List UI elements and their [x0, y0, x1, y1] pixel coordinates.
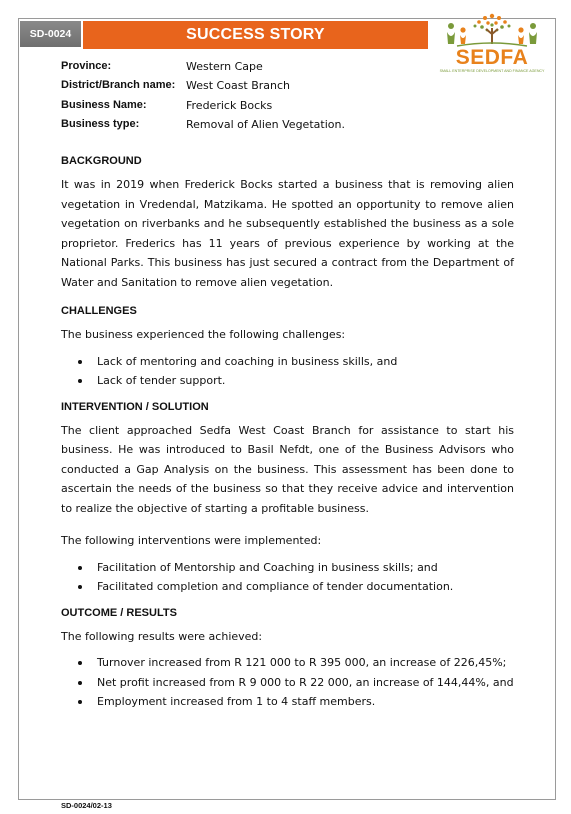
- info-value: Western Cape: [186, 60, 263, 73]
- outcome-intro: The following results were achieved:: [61, 629, 263, 643]
- intervention-text: The client approached Sedfa West Coast Branch for assistance to start his business. He was introduced to Basil Nefdt, one of the Business Advisors who conducted a Gap Analysis on the business. This assessment has been done to ascertain the needs of the business so that they receive advice and intervention to realize the objective of starting a profitable business.: [61, 423, 514, 515]
- list-item-text: Facilitation of Mentorship and Coaching in business skills; and: [97, 560, 438, 574]
- info-label: District/Branch name:: [61, 79, 176, 92]
- info-label: Business Name:: [61, 98, 147, 111]
- intervention-list: [61, 558, 514, 597]
- bullet-icon: [78, 379, 82, 383]
- info-value: West Coast Branch: [186, 79, 291, 93]
- list-item: [61, 692, 514, 712]
- list-item: [61, 577, 514, 597]
- outcome-list: [61, 653, 514, 712]
- info-label: Business type:: [61, 117, 140, 130]
- outcome-heading: OUTCOME / RESULTS: [61, 606, 177, 619]
- background-text: It was in 2019 when Frederick Bocks started a business that is removing alien vegetation in Vredendal, Matzikama. He spotted an opportunity to remove alien vegetation on riverbanks and he subsequently established the business as a sole proprietor. Frederics has 11 years of previous experience by working at the National Parks. This business has just secured a contract from the Department of Water and Sanitation to remove alien vegetation.: [61, 178, 514, 289]
- bullet-icon: [78, 566, 82, 570]
- background-heading: BACKGROUND: [61, 155, 142, 167]
- challenges-heading: CHALLENGES: [61, 305, 137, 317]
- logo-wordmark: SEDFA: [455, 46, 529, 69]
- story-body: [61, 155, 514, 722]
- list-item: [61, 673, 514, 693]
- list-item: [61, 653, 514, 673]
- tree-icon: [437, 10, 547, 50]
- list-item-text: Turnover increased from R 121 000 to R 395 000, an increase of 226,45%;: [97, 656, 507, 669]
- logo-subtitle: SMALL ENTERPRISE DEVELOPMENT AND FINANCE AGENCY: [439, 69, 545, 73]
- challenges-list: [61, 352, 514, 391]
- intervention-heading: INTERVENTION / SOLUTION: [61, 400, 209, 413]
- bullet-icon: [78, 700, 82, 704]
- list-item-text: Employment increased from 1 to 4 staff members.: [97, 695, 376, 708]
- document-code-badge: SD-0024: [20, 21, 81, 47]
- footer-document-code: SD-0024/02-13: [61, 801, 112, 810]
- bullet-icon: [78, 681, 82, 685]
- list-item-text: Facilitated completion and compliance of tender documentation.: [97, 580, 454, 593]
- sedfa-logo: [437, 10, 547, 78]
- list-item: [61, 371, 514, 391]
- list-item-text: Net profit increased from R 9 000 to R 22 000, an increase of 144,44%, and: [97, 675, 514, 689]
- page-title: SUCCESS STORY: [83, 21, 428, 49]
- info-value: Removal of Alien Vegetation.: [186, 117, 345, 131]
- bullet-icon: [78, 360, 82, 364]
- list-item-text: Lack of tender support.: [97, 374, 226, 387]
- intervention-intro: The following interventions were implemented:: [61, 534, 322, 547]
- challenges-intro: The business experienced the following challenges:: [61, 328, 346, 341]
- list-item: [61, 558, 514, 578]
- bullet-icon: [78, 661, 82, 665]
- bullet-icon: [78, 585, 82, 589]
- list-item: [61, 352, 514, 372]
- info-value: Frederick Bocks: [186, 98, 273, 112]
- info-label: Province:: [61, 60, 112, 72]
- list-item-text: Lack of mentoring and coaching in business skills, and: [97, 354, 398, 368]
